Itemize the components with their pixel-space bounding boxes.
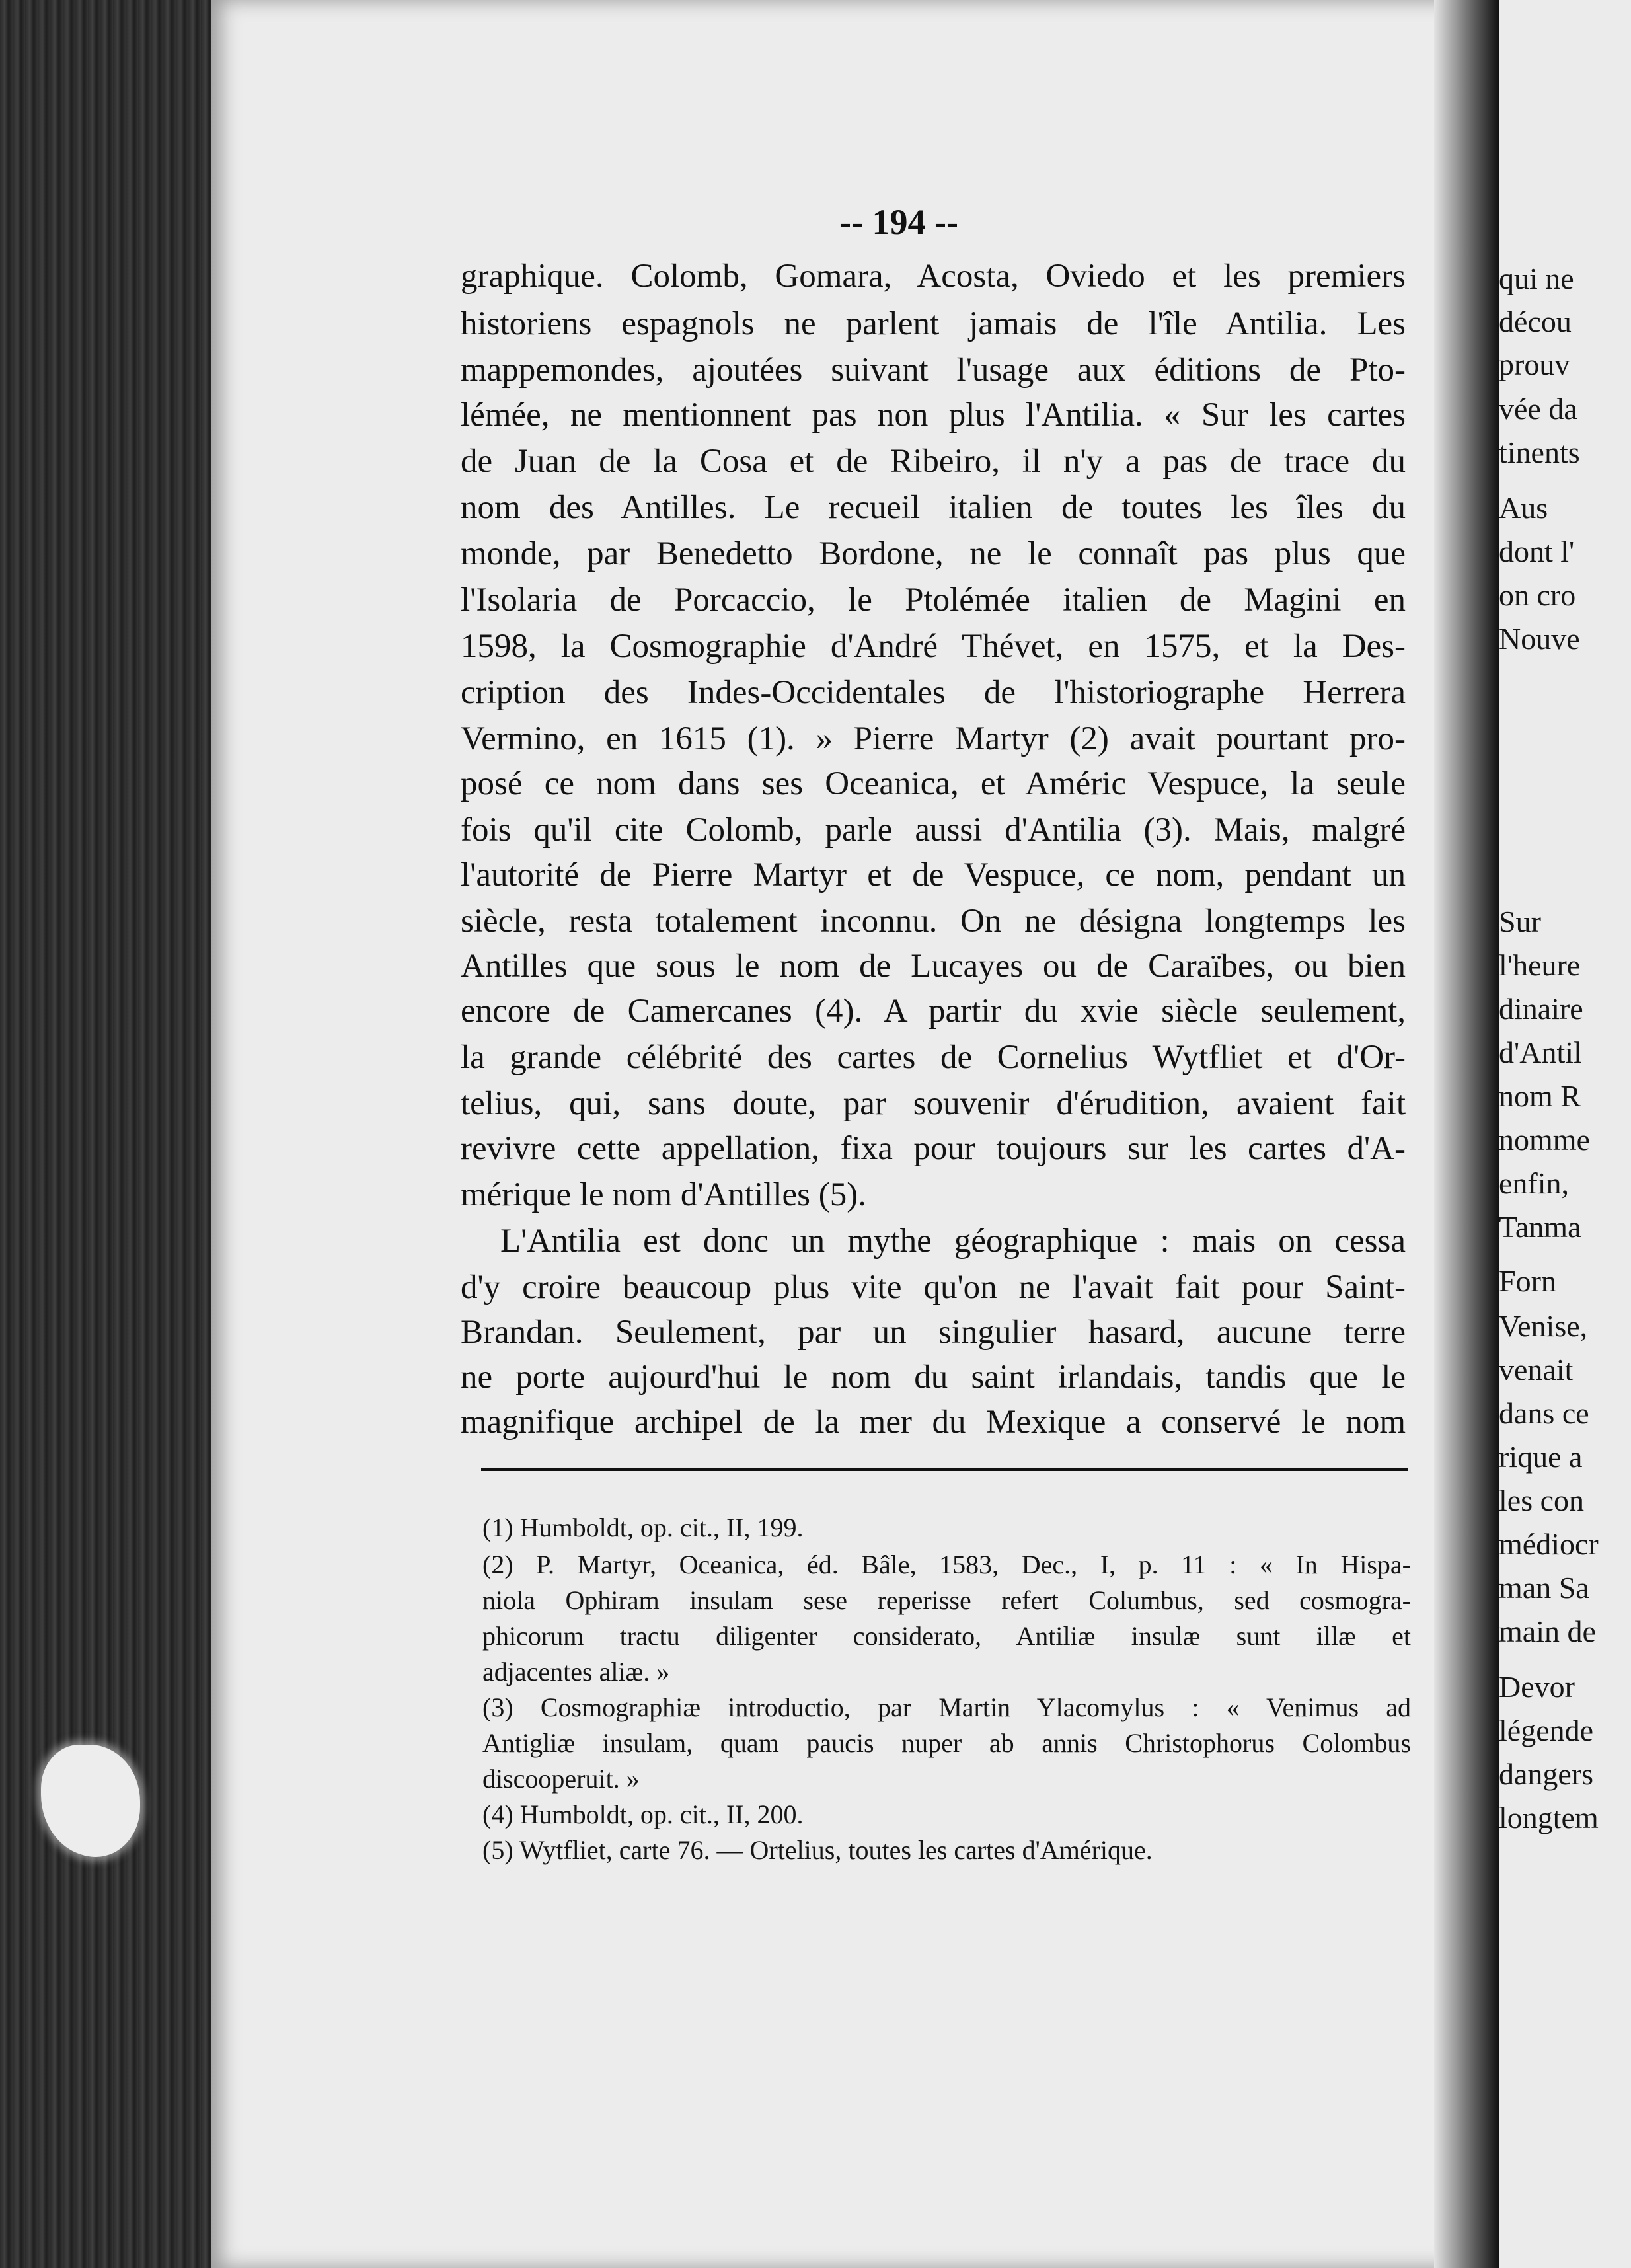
facing-line: nom R: [1499, 1079, 1581, 1113]
facing-line: dangers: [1499, 1757, 1594, 1791]
facing-line: Devor: [1499, 1670, 1575, 1704]
facing-line: dont l': [1499, 535, 1575, 568]
body-line: ne porte aujourd'hui le nom du saint irlandais, tandis que le: [461, 1359, 1406, 1396]
body-line: revivre cette appellation, fixa pour toujours sur les cartes d'A-: [461, 1130, 1406, 1167]
book-spine-edge: [0, 0, 218, 2268]
footnote-divider: [481, 1468, 1408, 1471]
facing-line: Sur: [1499, 905, 1541, 938]
body-line: de Juan de la Cosa et de Ribeiro, il n'y a pas de trace du: [461, 443, 1406, 480]
body-line: posé ce nom dans ses Oceanica, et Améric Vespuce, la seule: [461, 765, 1406, 802]
footnote-line: (4) Humboldt, op. cit., II, 200.: [482, 1799, 804, 1829]
footnote-line: discooperuit. »: [482, 1764, 640, 1794]
footnote-line: (2) P. Martyr, Oceanica, éd. Bâle, 1583, Dec., I, p. 11 : « In Hispa-: [482, 1550, 1411, 1579]
book-gutter: [1434, 0, 1500, 2268]
body-line: lémée, ne mentionnent pas non plus l'Antilia. « Sur les cartes: [461, 397, 1406, 434]
body-line: Antilles que sous le nom de Lucayes ou de Caraïbes, ou bien: [461, 948, 1406, 985]
facing-line: on cro: [1499, 578, 1576, 612]
facing-line: man Sa: [1499, 1571, 1589, 1605]
facing-line: les con: [1499, 1484, 1585, 1517]
facing-line: rique a: [1499, 1440, 1583, 1474]
body-line: mérique le nom d'Antilles (5).: [461, 1176, 866, 1213]
footnote-line: (5) Wytfliet, carte 76. — Ortelius, toutes les cartes d'Amérique.: [482, 1835, 1153, 1865]
footnote-line: phicorum tractu diligenter considerato, Antiliæ insulæ sunt illæ et: [482, 1621, 1411, 1651]
facing-line: dans ce: [1499, 1396, 1589, 1430]
facing-line: main de: [1499, 1614, 1596, 1648]
footnote-line: niola Ophiram insulam sese reperisse refert Columbus, sed cosmogra-: [482, 1585, 1411, 1615]
footnote-line: adjacentes aliæ. »: [482, 1657, 670, 1686]
body-line: la grande célébrité des cartes de Cornelius Wytfliet et d'Or-: [461, 1039, 1406, 1076]
body-line: historiens espagnols ne parlent jamais de l'île Antilia. Les: [461, 305, 1406, 342]
facing-line: décou: [1499, 305, 1572, 338]
facing-line: Venise,: [1499, 1309, 1588, 1343]
body-line: monde, par Benedetto Bordone, ne le connaît pas plus que: [461, 535, 1406, 572]
facing-line: légende: [1499, 1714, 1594, 1747]
facing-line: dinaire: [1499, 992, 1583, 1026]
body-line: l'Isolaria de Porcaccio, le Ptolémée italien de Magini en: [461, 582, 1406, 619]
facing-line: Tanma: [1499, 1210, 1581, 1244]
body-line: Brandan. Seulement, par un singulier hasard, aucune terre: [461, 1314, 1406, 1351]
facing-line: enfin,: [1499, 1166, 1570, 1200]
facing-page: [1499, 0, 1631, 2268]
facing-line: Forn: [1499, 1264, 1556, 1298]
facing-line: venait: [1499, 1353, 1574, 1386]
body-line: l'autorité de Pierre Martyr et de Vespuce, ce nom, pendant un: [461, 856, 1406, 893]
footnote-line: Antigliæ insulam, quam paucis nuper ab annis Christophorus Colombus: [482, 1728, 1411, 1758]
body-line: mappemondes, ajoutées suivant l'usage aux éditions de Pto-: [461, 352, 1406, 389]
facing-line: nomme: [1499, 1123, 1590, 1156]
footnote-line: (3) Cosmographiæ introductio, par Martin Ylacomylus : « Venimus ad: [482, 1692, 1411, 1722]
body-line: telius, qui, sans doute, par souvenir d'érudition, avaient fait: [461, 1085, 1406, 1122]
body-line: L'Antilia est donc un mythe géographique : mais on cessa: [500, 1223, 1406, 1260]
facing-line: Aus: [1499, 491, 1548, 525]
footnote-line: (1) Humboldt, op. cit., II, 199.: [482, 1513, 804, 1542]
body-line: nom des Antilles. Le recueil italien de toutes les îles du: [461, 489, 1406, 526]
body-line: cription des Indes-Occidentales de l'historiographe Herrera: [461, 674, 1406, 711]
body-line: magnifique archipel de la mer du Mexique a conservé le nom: [461, 1404, 1406, 1441]
facing-line: l'heure: [1499, 948, 1581, 982]
body-line: Vermino, en 1615 (1). » Pierre Martyr (2) avait pourtant pro-: [461, 720, 1406, 757]
body-line: graphique. Colomb, Gomara, Acosta, Oviedo et les premiers: [461, 258, 1406, 295]
body-line: 1598, la Cosmographie d'André Thévet, en 1575, et la Des-: [461, 628, 1406, 665]
body-line: siècle, resta totalement inconnu. On ne désigna longtemps les: [461, 903, 1406, 940]
facing-line: vée da: [1499, 392, 1577, 426]
body-line: d'y croire beaucoup plus vite qu'on ne l'avait fait pour Saint-: [461, 1269, 1406, 1306]
body-line: encore de Camercanes (4). A partir du xvie siècle seulement,: [461, 993, 1406, 1030]
facing-line: d'Antil: [1499, 1036, 1582, 1069]
facing-line: médiocr: [1499, 1527, 1599, 1561]
page-number: -- 194 --: [839, 202, 958, 242]
facing-line: prouv: [1499, 348, 1570, 381]
body-line: fois qu'il cite Colomb, parle aussi d'Antilia (3). Mais, malgré: [461, 812, 1406, 849]
facing-line: Nouve: [1499, 622, 1580, 656]
facing-line: longtem: [1499, 1801, 1599, 1834]
facing-line: tinents: [1499, 435, 1580, 469]
facing-line: qui ne: [1499, 262, 1574, 295]
